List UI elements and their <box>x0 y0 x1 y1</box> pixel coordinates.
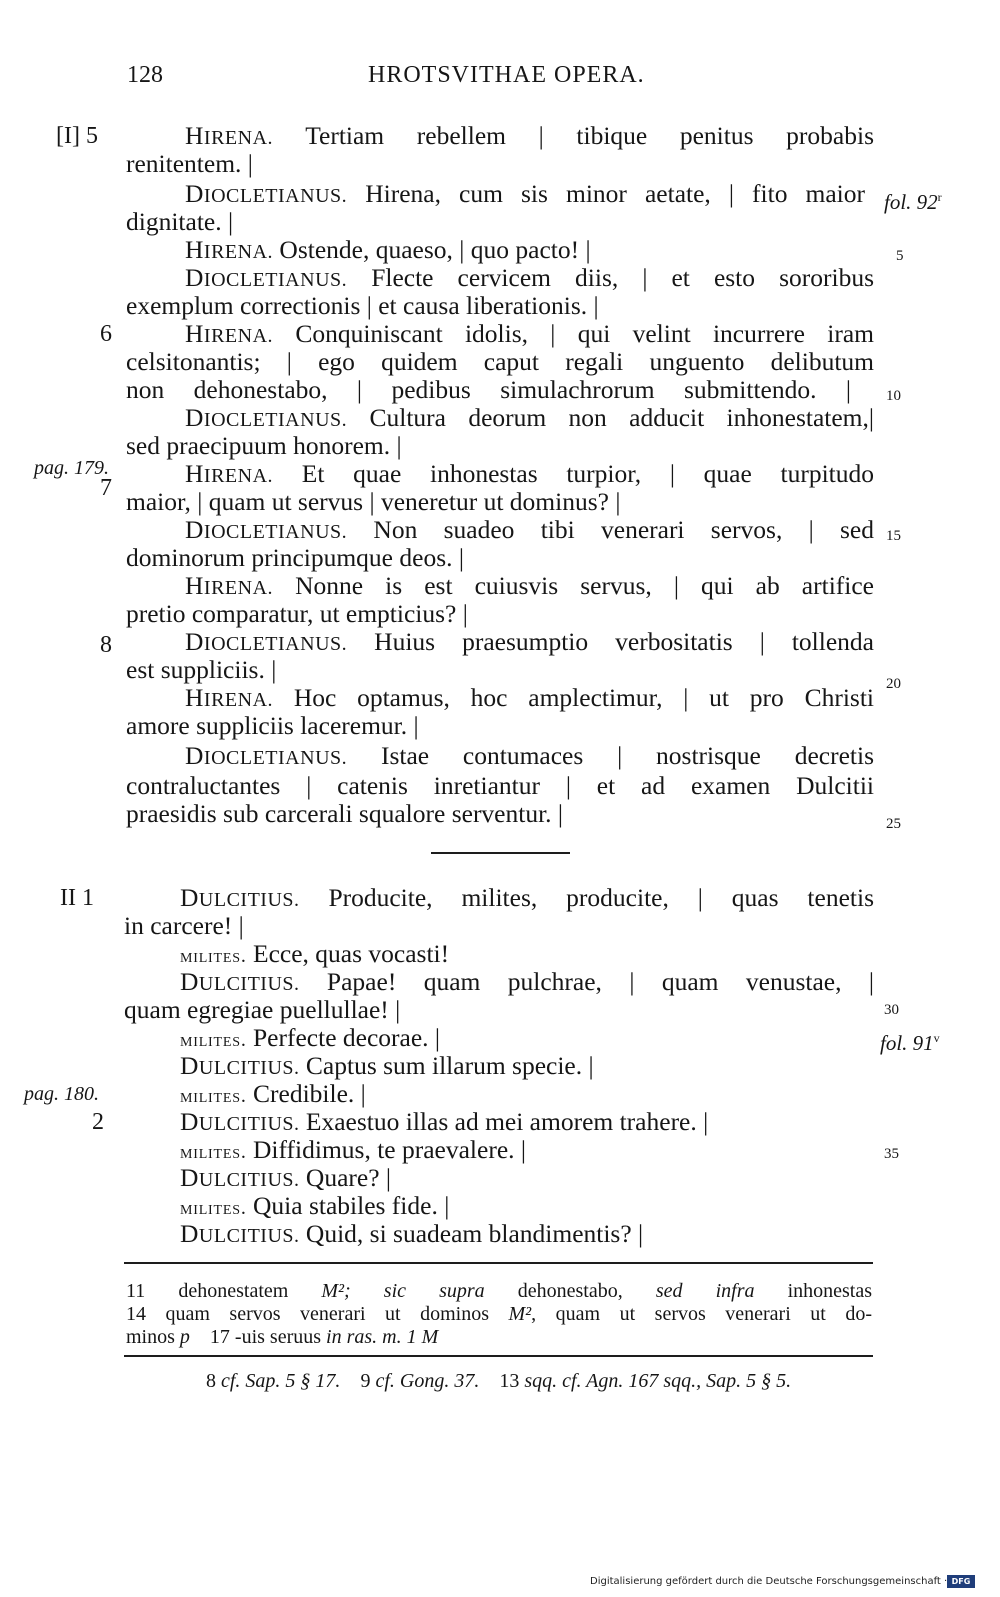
text-line: DIOCLETIANUS. Non suadeo tibi venerari servos, | sed <box>185 515 874 544</box>
text-line: HIRENA. Nonne is est cuiusvis servus, | qui ab artifice <box>185 571 874 600</box>
source-references: 8 cf. Sap. 5 § 17. 9 cf. Gong. 37. 13 sqq. cf. Agn. 167 sqq., Sap. 5 § 5. <box>206 1370 792 1392</box>
text-line: milites. Quia stabiles fide. | <box>180 1191 450 1220</box>
text-line: DULCITIUS. Exaestuo illas ad mei amorem trahere. | <box>180 1107 709 1136</box>
text-line: quam egregiae puellullae! | <box>124 995 401 1024</box>
text-line: HIRENA. Tertiam rebellem | tibique penitus probabis <box>185 121 874 150</box>
speaker-hirena: HIRENA. <box>185 571 274 600</box>
speaker-diocletianus: DIOCLETIANUS. <box>185 263 348 292</box>
speaker-milites: milites. <box>180 1029 247 1051</box>
speaker-milites: milites. <box>180 1197 247 1219</box>
text-line: dominorum principumque deos. | <box>126 543 464 572</box>
text-line: DIOCLETIANUS. Istae contumaces | nostrisque decretis <box>185 741 874 770</box>
line-number-35: 35 <box>884 1146 899 1162</box>
margin-number-8: 8 <box>100 632 112 658</box>
speaker-hirena: HIRENA. <box>185 459 274 488</box>
digitization-footer: Digitalisierung gefördert durch die Deutsche Forschungsgemeinschaft · <box>590 1576 948 1587</box>
text-line: amore suppliciis laceremur. | <box>126 711 419 740</box>
line-number-15: 15 <box>886 528 901 544</box>
apparatus-line: minos p 17 -uis seruus in ras. m. 1 M <box>126 1326 439 1348</box>
text-line: milites. Perfecte decorae. | <box>180 1023 441 1052</box>
text-line: sed praecipuum honorem. | <box>126 431 402 460</box>
margin-pag-180: pag. 180. <box>24 1083 99 1105</box>
text-line: exemplum correctionis | et causa liberationis. | <box>126 291 599 320</box>
text-line: HIRENA. Ostende, quaeso, | quo pacto! | <box>185 235 591 264</box>
running-title: HROTSVITHAE OPERA. <box>368 62 645 88</box>
line-number-30: 30 <box>884 1002 899 1018</box>
margin-folio-92r: fol. 92$^r$ <box>884 190 942 214</box>
speaker-diocletianus: DIOCLETIANUS. <box>185 179 348 208</box>
line-number-20: 20 <box>886 676 901 692</box>
text-line: DULCITIUS. Quare? | <box>180 1163 391 1192</box>
speaker-dulcitius: DULCITIUS. <box>180 1107 300 1136</box>
text-line: non dehonestabo, | pedibus simulachrorum submittendo. | <box>126 375 851 404</box>
speaker-dulcitius: DULCITIUS. <box>180 1219 300 1248</box>
speaker-dulcitius: DULCITIUS. <box>180 1163 300 1192</box>
apparatus-line: 14 quam servos venerari ut dominos M², quam ut servos venerari ut do- <box>126 1303 872 1325</box>
dfg-logo: DFG <box>947 1575 975 1588</box>
margin-number-7: 7 <box>100 475 112 501</box>
critical-apparatus <box>126 1280 872 1349</box>
speaker-diocletianus: DIOCLETIANUS. <box>185 403 348 432</box>
text-line: renitentem. | <box>126 149 253 178</box>
line-number-25: 25 <box>886 816 901 832</box>
text-line: milites. Credibile. | <box>180 1079 366 1108</box>
text-line: est suppliciis. | <box>126 655 277 684</box>
text-line: contraluctantes | catenis inretiantur | et ad examen Dulcitii <box>126 771 874 800</box>
text-line: pretio comparatur, ut empticius? | <box>126 599 468 628</box>
page-header <box>0 62 1000 96</box>
text-line: DIOCLETIANUS. Cultura deorum non adducit inhonestatem,| <box>185 403 874 432</box>
text-line: dignitate. | <box>126 207 234 236</box>
margin-pag-179: pag. 179. <box>34 457 109 479</box>
text-line: maior, | quam ut servus | veneretur ut dominus? | <box>126 487 621 516</box>
section-divider <box>431 852 570 854</box>
speaker-dulcitius: DULCITIUS. <box>180 967 300 996</box>
text-line: milites. Ecce, quas vocasti! <box>180 939 450 968</box>
speaker-hirena: HIRENA. <box>185 235 274 264</box>
text-line: HIRENA. Et quae inhonestas turpior, | quae turpitudo <box>185 459 874 488</box>
speaker-milites: milites. <box>180 945 247 967</box>
text-line: HIRENA. Conquiniscant idolis, | qui velint incurrere iram <box>185 319 874 348</box>
line-number-10: 10 <box>886 388 901 404</box>
speaker-diocletianus: DIOCLETIANUS. <box>185 741 348 770</box>
speaker-hirena: HIRENA. <box>185 319 274 348</box>
page-number: 128 <box>127 62 163 88</box>
margin-number-6: 6 <box>100 321 112 347</box>
speaker-dulcitius: DULCITIUS. <box>180 1051 300 1080</box>
text-line: DIOCLETIANUS. Hirena, cum sis minor aetate, | fito maior <box>185 179 865 208</box>
text-line: celsitonantis; | ego quidem caput regali unguento delibutum <box>126 347 874 376</box>
speaker-hirena: HIRENA. <box>185 683 274 712</box>
sources-rule <box>124 1355 873 1357</box>
text-line: DULCITIUS. Papae! quam pulchrae, | quam venustae, | <box>180 967 874 996</box>
text-line: DIOCLETIANUS. Huius praesumptio verbositatis | tollenda <box>185 627 874 656</box>
text-line: DIOCLETIANUS. Flecte cervicem diis, | et esto sororibus <box>185 263 874 292</box>
text-line: HIRENA. Hoc optamus, hoc amplectimur, | ut pro Christi <box>185 683 874 712</box>
speaker-diocletianus: DIOCLETIANUS. <box>185 627 348 656</box>
apparatus-rule <box>124 1262 873 1264</box>
line-number-5: 5 <box>896 248 904 264</box>
text-line: in carcere! | <box>124 911 244 940</box>
text-line: praesidis sub carcerali squalore serventur. | <box>126 799 564 828</box>
speaker-diocletianus: DIOCLETIANUS. <box>185 515 348 544</box>
speaker-hirena: HIRENA. <box>185 121 274 150</box>
section-label-I: [I] 5 <box>56 123 98 149</box>
text-line: DULCITIUS. Quid, si suadeam blandimentis? | <box>180 1219 644 1248</box>
section-label-II: II 1 <box>60 885 94 911</box>
apparatus-line: 11 dehonestatem M²; sic supra dehonestabo, sed infra inhonestas <box>126 1280 873 1302</box>
margin-number-2: 2 <box>92 1109 104 1135</box>
text-line: DULCITIUS. Producite, milites, producite, | quas tenetis <box>180 883 874 912</box>
speaker-milites: milites. <box>180 1085 247 1107</box>
text-line: milites. Diffidimus, te praevalere. | <box>180 1135 526 1164</box>
text-line: DULCITIUS. Captus sum illarum specie. | <box>180 1051 594 1080</box>
speaker-dulcitius: DULCITIUS. <box>180 883 300 912</box>
margin-folio-91v: fol. 91$^v$ <box>880 1031 940 1055</box>
speaker-milites: milites. <box>180 1141 247 1163</box>
